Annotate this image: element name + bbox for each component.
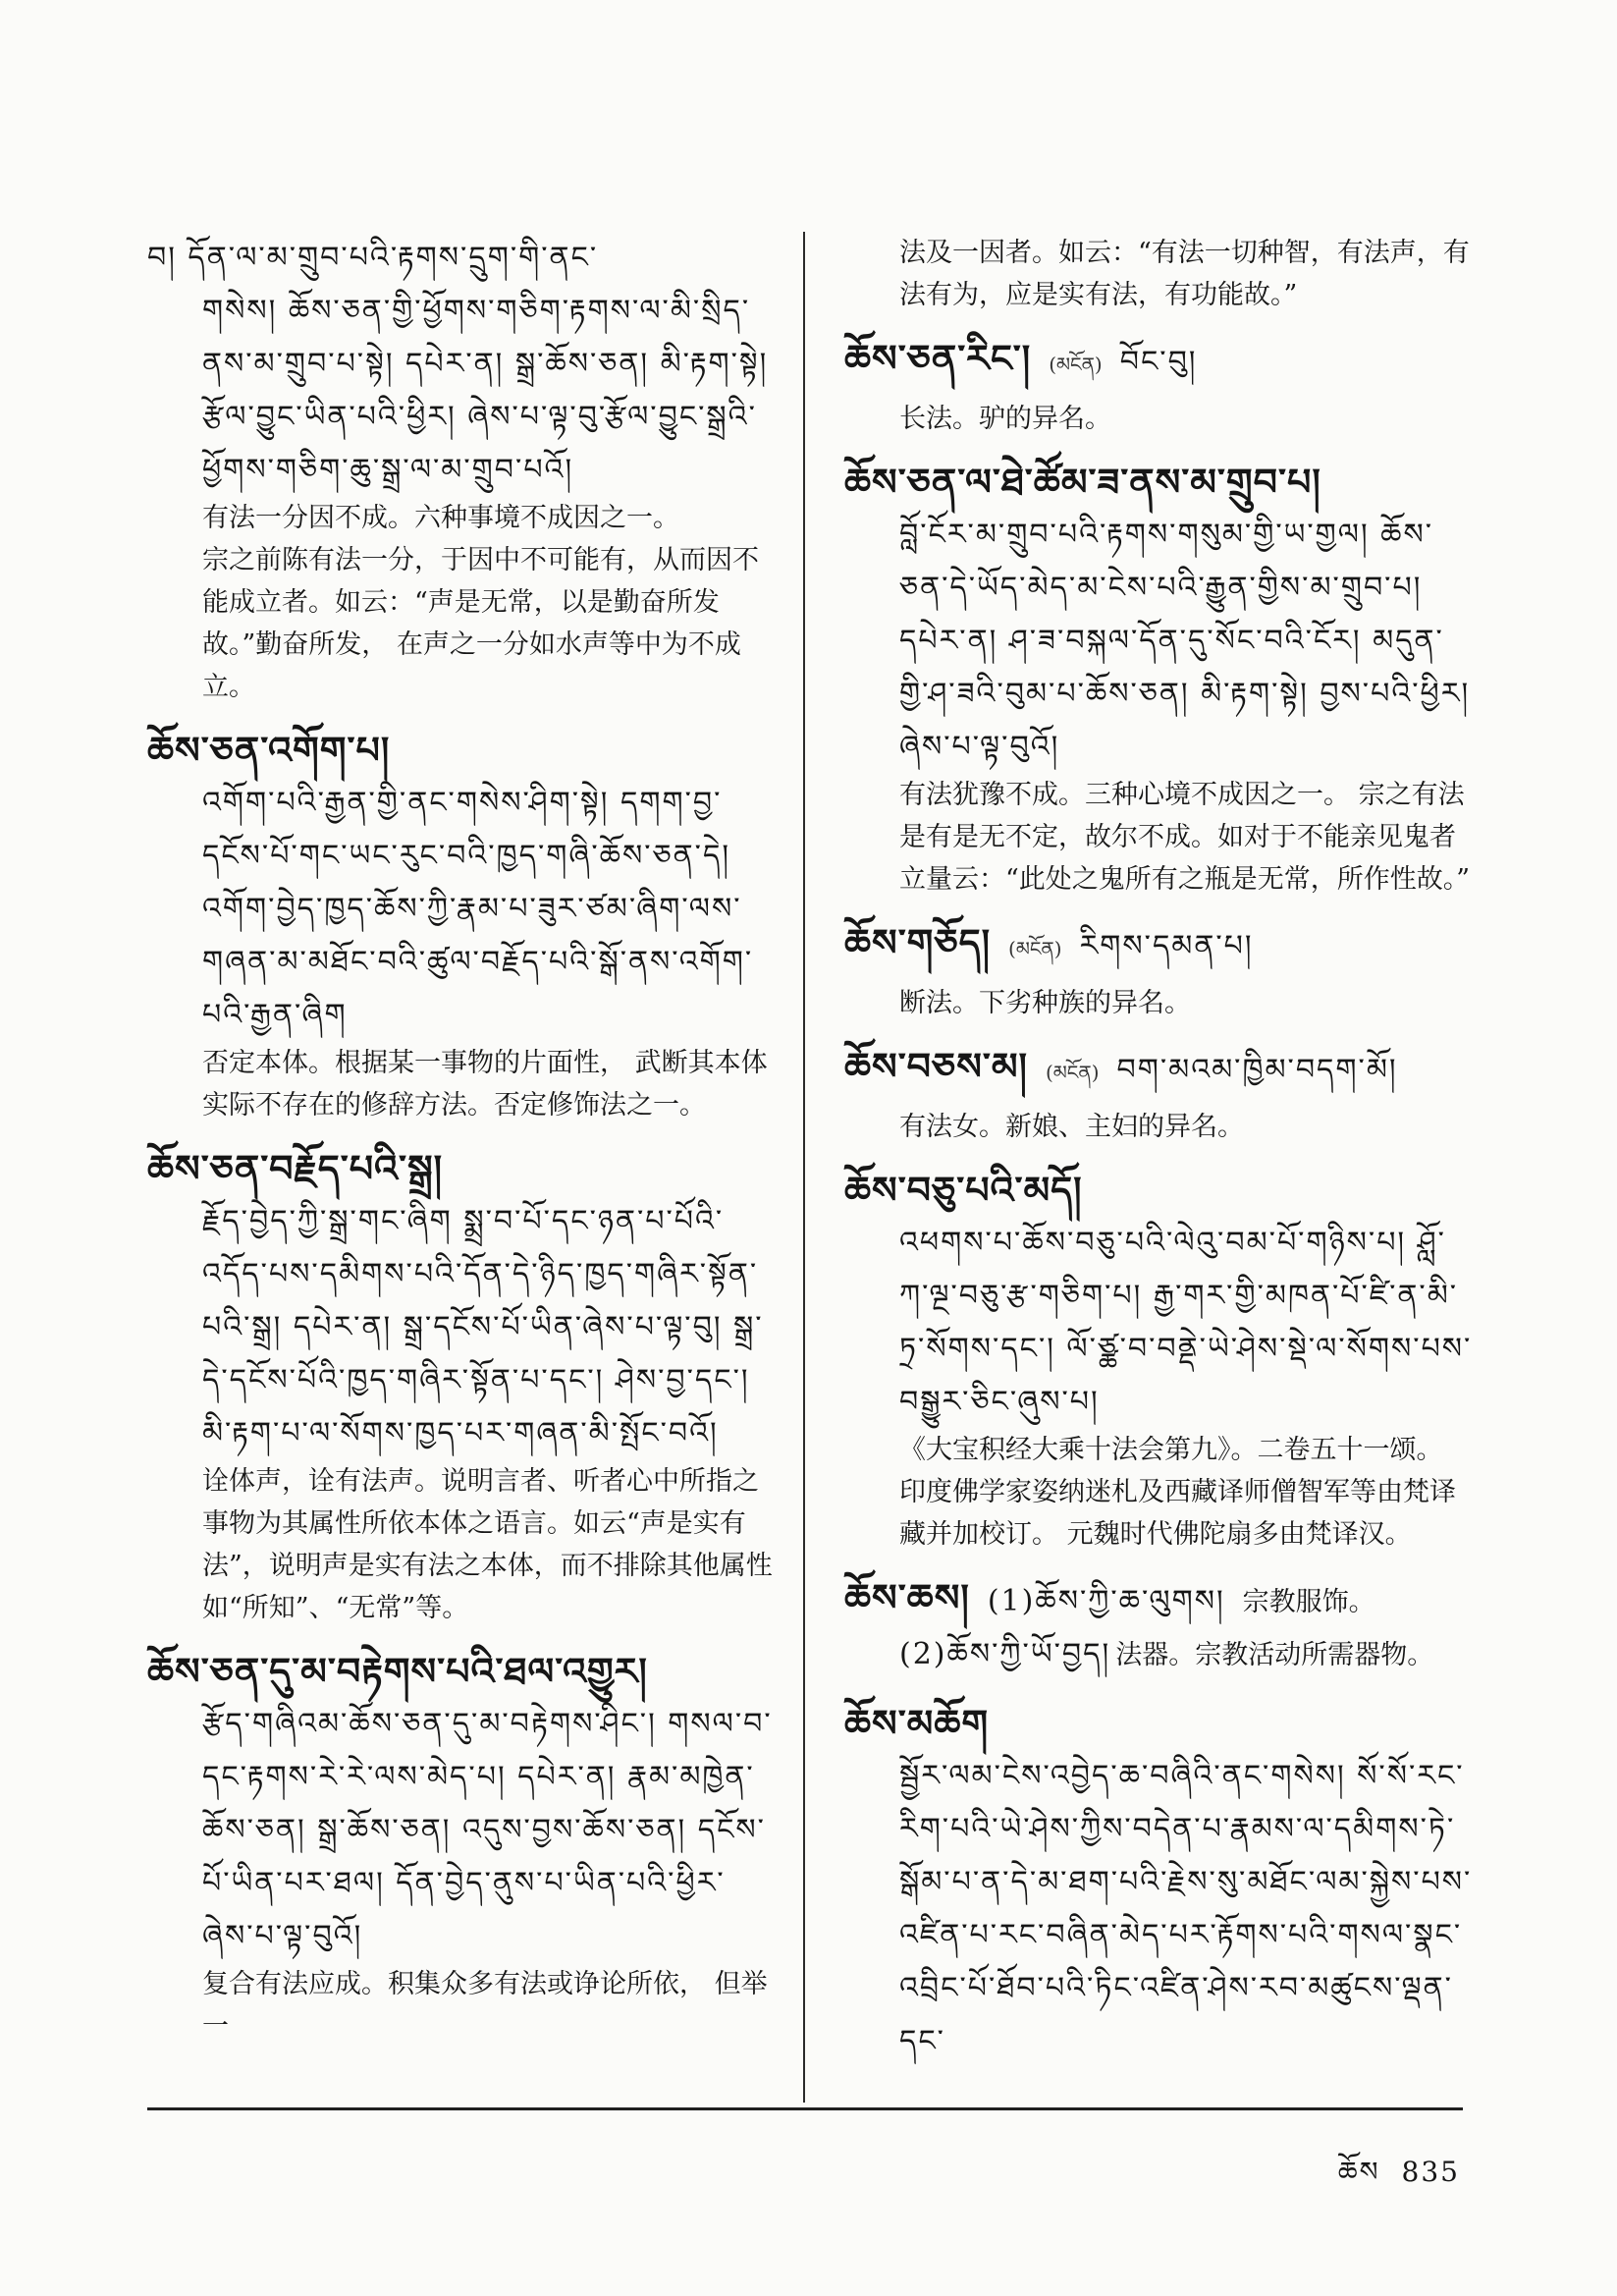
entry-chinese-definition: 断法。下劣种族的异名。 [899,988,1191,1018]
left-column [147,232,776,2063]
page-footer [1317,2141,1460,2218]
entry-chinese-definition: 否定本体。根据某一事物的片面性， 武断其本体实际不存在的修辞方法。否定修饰法之一。 [202,1048,768,1121]
entry-headword: ཆོས་མཆོག [844,1701,990,1745]
continued-chinese-definition: 法及一因者。如云：“有法一切种智，有法声，有法有为，应是实有法，有功能故。” [899,238,1470,310]
right-column [844,232,1473,2084]
entry-headword: ཆོས་ཆས། [844,1575,970,1619]
dictionary-entry [844,456,1473,901]
entry-headword: ཆོས་ཅན་འགོག་པ། [147,728,391,772]
entry-register-tag: (མངོན) [1045,1061,1100,1084]
entry-tibetan-definition: སྦྱོར་ལམ་ངེས་འབྱེད་ཆ་བཞིའི་ནང་གསེས། སོ་སོ་རང་རིག་པའི་ཡེ་ཤེས་ཀྱིས་བདེན་པ་རྣམས་ལ་དམིགས་ཏེ་སྒོམ་པ་ན་དེ་མ་ཐག་པའི་རྗེས་སུ་མཐོང་ལམ་སྐྱེས་པས་འཛིན་པ་རང་བཞིན་མེད་པར་རྟོགས་པའི་གསལ་སྣང་འབྲིང་པོ་ཐོབ་པའི་ཏིང་འཛིན་ཤེས་རབ་མཚུངས་ལྡན་དང་ [899,1759,1473,2058]
entry-register-tag: (མངོན) [1049,353,1103,376]
entry-register-tag: (མངོན) [1008,937,1062,960]
dictionary-entry [147,1142,776,1629]
continued-tibetan-first: བ། དོན་ལ་མ་གྲུབ་པའི་རྟགས་དྲུག་གི་ནང་ [147,241,599,275]
continued-tibetan: གསེས། ཆོས་ཅན་གྱི་ཕྱོགས་གཅིག་རྟགས་ལ་མི་སྲིད་ནས་མ་གྲུབ་པ་སྟེ། དཔེར་ན། སྒྲ་ཆོས་ཅན། མི་རྟག་སྟེ། རྩོལ་བྱུང་ཡིན་པའི་ཕྱིར། ཞེས་པ་ལྟ་བུ་རྩོལ་བྱུང་སྒྲའི་ཕྱོགས་གཅིག་ཆུ་སྒྲ་ལ་མ་གྲུབ་པའོ། [202,294,769,487]
dictionary-entry [844,332,1473,440]
continued-entry [147,232,776,708]
dictionary-entry [844,1697,1473,2068]
continued-chinese-definition: 宗之前陈有法一分，于因中不可能有，从而因不能成立者。如云：“声是无常，以是勤奋所发故。”勤奋所发， 在声之一分如水声等中为不成立。 [202,545,759,702]
entry-headword: ཆོས་བཅུ་པའི་མདོ། [844,1168,1083,1212]
entry-tibetan-definition: བློ་ངོར་མ་གྲུབ་པའི་རྟགས་གསུམ་གྱི་ཡ་གྱལ། ཆོས་ཅན་དེ་ཡོད་མེད་མ་ངེས་པའི་རྒྱུན་གྱིས་མ་གྲུབ་པ། དཔེར་ན། ཤ་ཟ་བསྐལ་དོན་དུ་སོང་བའི་ངོར། མདུན་གྱི་ཤ་ཟའི་བུམ་པ་ཆོས་ཅན། མི་རྟག་སྟེ། བྱས་པའི་ཕྱིར། ཞེས་པ་ལྟ་བུའོ། [899,518,1471,764]
dictionary-entry [844,916,1473,1024]
entry-tibetan-definition: རིགས་དམན་པ། [1079,929,1254,963]
entry-sense-1-tibetan: (1)ཆོས་ཀྱི་ཆ་ལུགས། [987,1584,1225,1618]
entry-tibetan-definition: རྩོད་གཞིའམ་ཆོས་ཅན་དུ་མ་བརྟེགས་ཤིང་། གསལ་བ་དང་རྟགས་རེ་རེ་ལས་མེད་པ། དཔེར་ན། རྣམ་མཁྱེན་ཆོས་ཅན། སྒྲ་ཆོས་ཅན། འདུས་བྱས་ཆོས་ཅན། དངོས་པོ་ཡིན་པར་ཐལ། དོན་བྱེད་ནུས་པ་ཡིན་པའི་ཕྱིར་ཞེས་པ་ལྟ་བུའོ། [202,1707,773,1953]
entry-headword: ཆོས་ཅན་ལ་ཐེ་ཚོམ་ཟ་ནས་མ་གྲུབ་པ། [844,460,1321,504]
entry-tibetan-definition: རྗོད་བྱེད་ཀྱི་སྒྲ་གང་ཞིག སྨྲ་བ་པོ་དང་ཉན་པ་པོའི་འདོད་པས་དམིགས་པའི་དོན་དེ་ཉིད་ཁྱད་གཞིར་སྟོན་པའི་སྒྲ། དཔེར་ན། སྒྲ་དངོས་པོ་ཡིན་ཞེས་པ་ལྟ་བུ། སྒྲ་དེ་དངོས་པོའི་ཁྱད་གཞིར་སྟོན་པ་དང་། ཤེས་བྱ་དང་། མི་རྟག་པ་ལ་སོགས་ཁྱད་པར་གཞན་མི་སྤོང་བའོ། [202,1204,764,1450]
dictionary-entry [844,1164,1473,1556]
page-number: 835 [1401,2156,1460,2188]
entry-chinese-definition: 诠体声，诠有法声。说明言者、听者心中所指之事物为其属性所依本体之语言。如云“声是实有法”，说明声是实有法之本体，而不排除其他属性如“所知”、“无常”等。 [202,1466,773,1623]
entry-tibetan-definition: བོང་བུ། [1119,345,1198,379]
entry-headword: ཆོས་གཅོད། [844,920,992,964]
entry-chinese-definition: 《大宝积经大乘十法会第九》。二卷五十一颂。 印度佛学家姿纳迷札及西藏译师僧智军等由梵译藏并加校订。 元魏时代佛陀扇多由梵译汉。 [899,1435,1456,1550]
entry-headword: ཆོས་བཅས་མ། [844,1044,1028,1088]
dictionary-entry [147,1645,776,2048]
entry-headword: ཆོས་ཅན་བརྗོད་པའི་སྒྲ། [147,1146,444,1190]
entry-headword: ཆོས་ཅན་དུ་མ་བརྟེགས་པའི་ཐལ་འགྱུར། [147,1649,648,1693]
entry-sense-2-tibetan: (2)ཆོས་ཀྱི་ཡོ་བྱད། [899,1637,1111,1671]
entry-tibetan-definition: བག་མའམ་ཁྱིམ་བདག་མོ། [1116,1053,1398,1087]
entry-sense-1-chinese: 宗教服饰。 [1242,1587,1375,1617]
entry-headword: ཆོས་ཅན་རིང་། [844,336,1032,380]
column-divider [803,232,805,2103]
dictionary-entry [844,1040,1473,1148]
dictionary-entry [844,1571,1473,1681]
running-head: ཆོས [1337,2156,1380,2188]
entry-chinese-definition: 有法犹豫不成。三种心境不成因之一。 宗之有法是有是无不定，故尔不成。如对于不能亲见鬼者立量云：“此处之鬼所有之瓶是无常，所作性故。” [899,780,1471,895]
entry-tibetan-definition: འགོག་པའི་རྒྱན་གྱི་ནང་གསེས་ཤིག་སྟེ། དགག་བྱ་དངོས་པོ་གང་ཡང་རུང་བའི་ཁྱད་གཞི་ཆོས་ཅན་དེ། འགོག་བྱེད་ཁྱད་ཆོས་ཀྱི་རྣམ་པ་ཟུར་ཙམ་ཞིག་ལས་གཞན་མ་མཐོང་བའི་ཚུལ་བརྗོད་པའི་སྒོ་ནས་འགོག་པའི་རྒྱན་ཞིག [202,786,754,1032]
entry-sense-2-chinese: 法器。宗教活动所需器物。 [1115,1640,1434,1670]
entry-chinese-definition: 复合有法应成。积集众多有法或诤论所依， 但举一 [202,1969,768,2042]
entry-chinese-definition: 长法。驴的异名。 [899,404,1111,434]
dictionary-entry [147,724,776,1126]
entry-tibetan-definition: འཕགས་པ་ཆོས་བཅུ་པའི་ལེའུ་བམ་པོ་གཉིས་པ། ཤློ་ཀ་ལྔ་བཅུ་རྩ་གཅིག་པ། རྒྱ་གར་གྱི་མཁན་པོ་ཛི་ན་མི་ཏྲ་སོགས་དང་། ལོ་ཙྪ་བ་བནྡེ་ཡེ་ཤེས་སྡེ་ལ་སོགས་པས་བསྒྱུར་ཅིང་ཞུས་པ། [899,1226,1473,1419]
continued-chinese-term: 有法一分因不成。六种事境不成因之一。 [202,503,679,533]
continued-entry [844,232,1473,316]
footer-rule [147,2107,1463,2110]
entry-chinese-definition: 有法女。新娘、主妇的异名。 [899,1112,1244,1142]
